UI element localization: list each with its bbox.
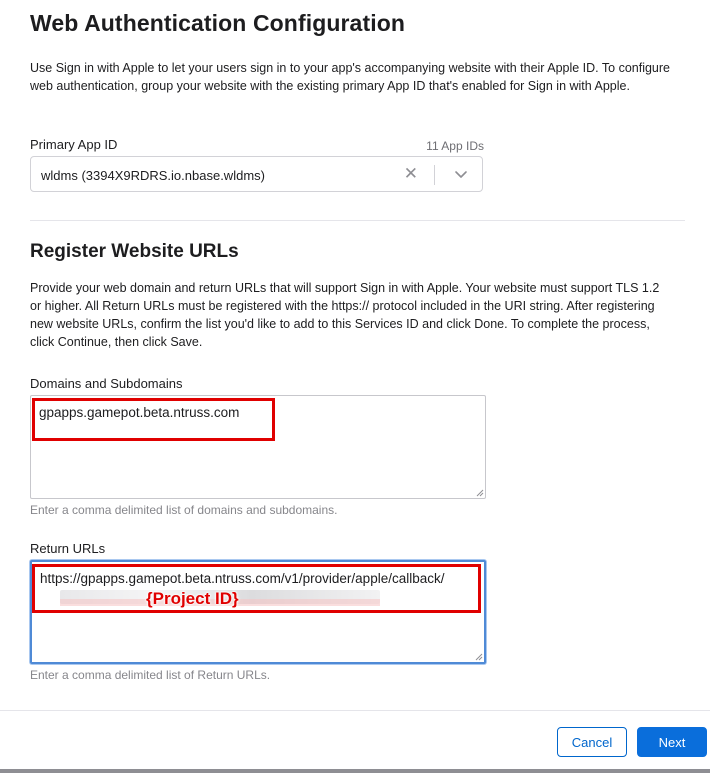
register-description: Provide your web domain and return URLs that will support Sign in with Apple. Your website must support TLS 1.2 or higher. All Return URLs must be registered with the https:// protocol included in the URI string. After registering new website URLs, confirm the list you'd like to add to this Services ID and click Done. To complete the process, click Continue, then click Save. <box>30 281 660 349</box>
resize-handle-icon[interactable] <box>476 489 484 497</box>
page-title: Web Authentication Configuration <box>30 10 405 36</box>
register-section-title: Register Website URLs <box>30 241 239 262</box>
return-urls-label: Return URLs <box>30 541 106 556</box>
section-divider <box>30 220 685 221</box>
chevron-down-icon[interactable] <box>454 170 468 180</box>
select-separator <box>434 165 435 185</box>
clear-icon[interactable]: ✕ <box>403 164 418 183</box>
domains-label: Domains and Subdomains <box>30 376 183 391</box>
intro-text: Use Sign in with Apple to let your users sign in to your app's accompanying website with their Apple ID. To configure web authentication, group your website with the existing primary App ID that's enabled for Sign in with Apple. <box>30 61 671 93</box>
primary-app-id-value: wldms (3394X9RDRS.io.nbase.wldms) <box>41 168 265 183</box>
footer-divider <box>0 710 710 711</box>
app-id-count: 11 App IDs <box>426 139 484 153</box>
domains-value: gpapps.gamepot.beta.ntruss.com <box>39 405 240 420</box>
bottom-scroll-bar <box>0 769 710 773</box>
resize-handle-icon[interactable] <box>475 653 483 661</box>
next-button[interactable]: Next <box>637 727 707 757</box>
return-urls-hint: Enter a comma delimited list of Return URLs. <box>30 668 271 682</box>
return-urls-value: https://gpapps.gamepot.beta.ntruss.com/v1/provider/apple/callback/ <box>40 571 445 586</box>
primary-app-id-label: Primary App ID <box>30 137 118 152</box>
primary-app-id-select[interactable] <box>30 156 483 192</box>
domains-hint: Enter a comma delimited list of domains and subdomains. <box>30 503 338 517</box>
project-id-annotation: {Project ID} <box>146 589 239 608</box>
return-urls-textarea[interactable] <box>30 560 486 664</box>
domains-textarea[interactable] <box>30 395 486 499</box>
cancel-button[interactable]: Cancel <box>557 727 627 757</box>
